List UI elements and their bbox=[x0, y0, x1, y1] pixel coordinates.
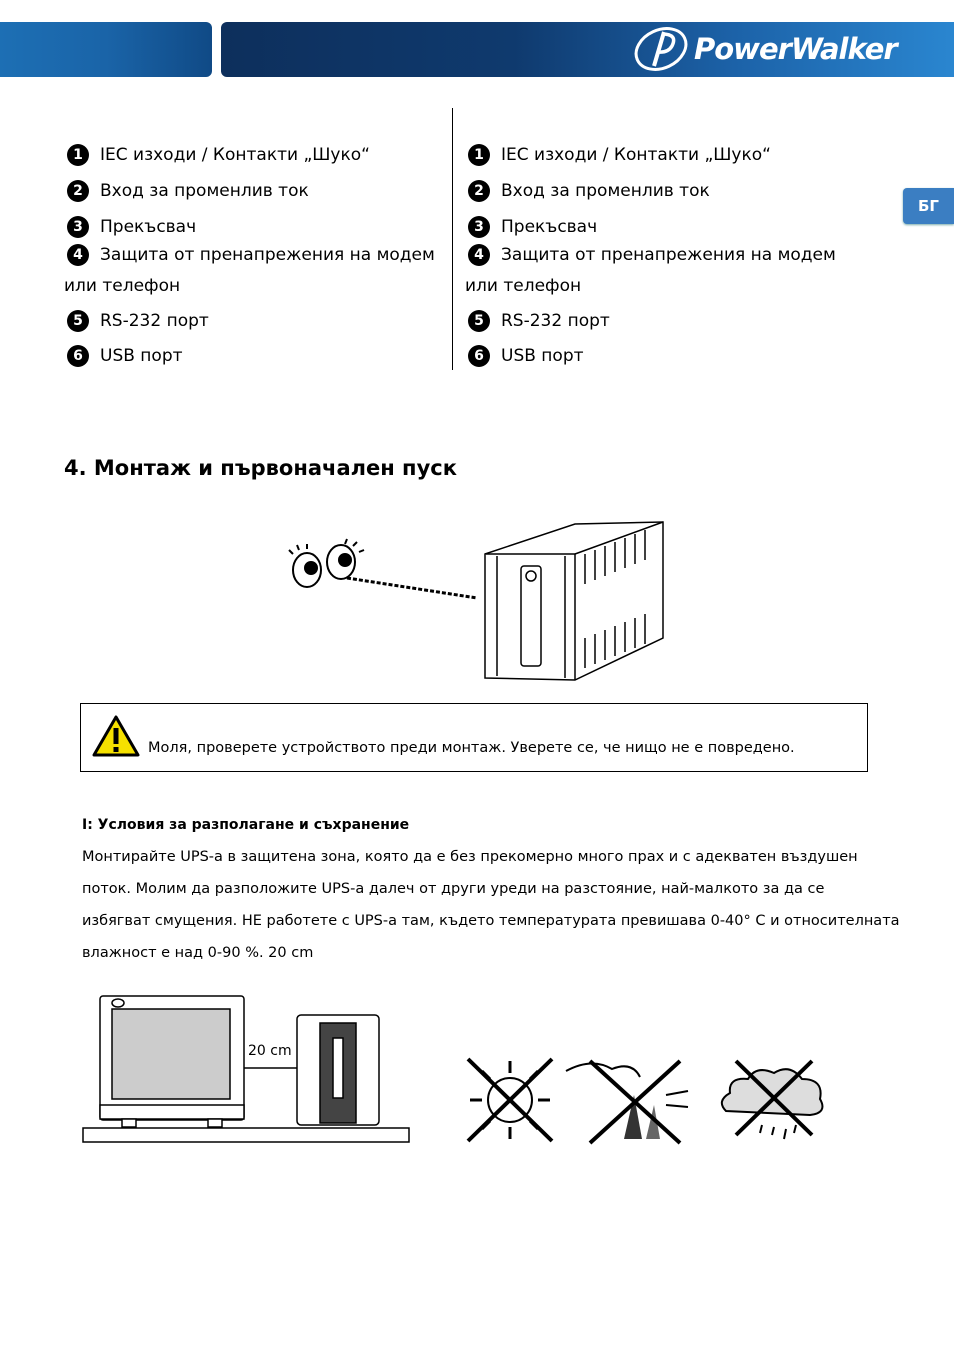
number-badge: 2 bbox=[468, 180, 490, 202]
header-left-bar bbox=[0, 22, 212, 77]
brand-name: PowerWalker bbox=[694, 32, 897, 66]
list-item-label: Защита от пренапрежения на модем bbox=[100, 245, 435, 265]
list-item-label: IEC изходи / Контакти „Шуко“ bbox=[501, 145, 771, 165]
list-item-label: RS-232 порт bbox=[501, 311, 610, 331]
powerwalker-logo-icon bbox=[632, 26, 690, 72]
placement-illustration bbox=[82, 993, 412, 1146]
number-badge: 2 bbox=[67, 180, 89, 202]
number-badge: 4 bbox=[67, 244, 89, 266]
number-badge: 3 bbox=[67, 216, 89, 238]
list-item bbox=[465, 345, 584, 367]
list-item bbox=[465, 144, 771, 166]
list-item bbox=[64, 216, 196, 238]
list-item bbox=[465, 216, 597, 238]
eyes-icon bbox=[289, 539, 364, 587]
list-item bbox=[64, 144, 370, 166]
no-fire-icon bbox=[562, 1055, 692, 1147]
list-item bbox=[465, 310, 610, 332]
list-item-label: Прекъсвач bbox=[501, 217, 598, 237]
list-item-label: USB порт bbox=[501, 346, 584, 366]
inspection-illustration bbox=[285, 518, 670, 686]
number-badge: 3 bbox=[468, 216, 490, 238]
list-item bbox=[64, 310, 209, 332]
number-badge: 4 bbox=[468, 244, 490, 266]
list-item-label: RS-232 порт bbox=[100, 311, 209, 331]
list-item bbox=[465, 180, 710, 202]
paragraph-line: Монтирайте UPS-а в защитена зона, която да е без прекомерно много прах и с адекватен въздушен bbox=[82, 849, 858, 865]
language-tab[interactable]: БГ bbox=[903, 188, 954, 224]
warning-text: Моля, проверете устройството преди монтаж. Уверете се, че нищо не е повредено. bbox=[148, 740, 795, 756]
distance-label: 20 cm bbox=[248, 1043, 292, 1059]
warning-box bbox=[80, 703, 868, 772]
number-badge: 6 bbox=[67, 345, 89, 367]
list-item-continuation: или телефон bbox=[64, 276, 181, 296]
list-item-label: Вход за променлив ток bbox=[100, 181, 309, 201]
paragraph-line: избягват смущения. НЕ работете с UPS-а там, където температурата превишава 0-40° C и относителната bbox=[82, 913, 900, 929]
list-item-continuation: или телефон bbox=[465, 276, 582, 296]
list-item-label: Защита от пренапрежения на модем bbox=[501, 245, 836, 265]
monitor-icon bbox=[100, 996, 244, 1127]
number-badge: 1 bbox=[67, 144, 89, 166]
list-item bbox=[465, 244, 836, 266]
section-title: 4. Монтаж и първоначален пуск bbox=[64, 456, 457, 480]
column-divider bbox=[452, 108, 453, 370]
paragraph-line: поток. Молим да разположите UPS-а далеч от други уреди на разстояние, най-малкото за да се bbox=[82, 881, 825, 897]
list-item bbox=[64, 244, 435, 266]
list-item-label: IEC изходи / Контакти „Шуко“ bbox=[100, 145, 370, 165]
warning-icon bbox=[92, 715, 140, 757]
no-sunlight-icon bbox=[462, 1055, 558, 1145]
ups-unit-icon bbox=[485, 522, 663, 680]
number-badge: 6 bbox=[468, 345, 490, 367]
number-badge: 5 bbox=[67, 310, 89, 332]
no-rain-icon bbox=[712, 1055, 832, 1147]
brand-logo bbox=[632, 26, 897, 72]
list-item-label: Вход за променлив ток bbox=[501, 181, 710, 201]
ups-tower-icon bbox=[297, 1015, 379, 1125]
list-item bbox=[64, 180, 309, 202]
list-item bbox=[64, 345, 183, 367]
number-badge: 5 bbox=[468, 310, 490, 332]
paragraph-line: влажност е над 0-90 %. 20 cm bbox=[82, 945, 314, 961]
number-badge: 1 bbox=[468, 144, 490, 166]
list-item-label: USB порт bbox=[100, 346, 183, 366]
subsection-heading: I: Условия за разполагане и съхранение bbox=[82, 817, 410, 833]
list-item-label: Прекъсвач bbox=[100, 217, 197, 237]
